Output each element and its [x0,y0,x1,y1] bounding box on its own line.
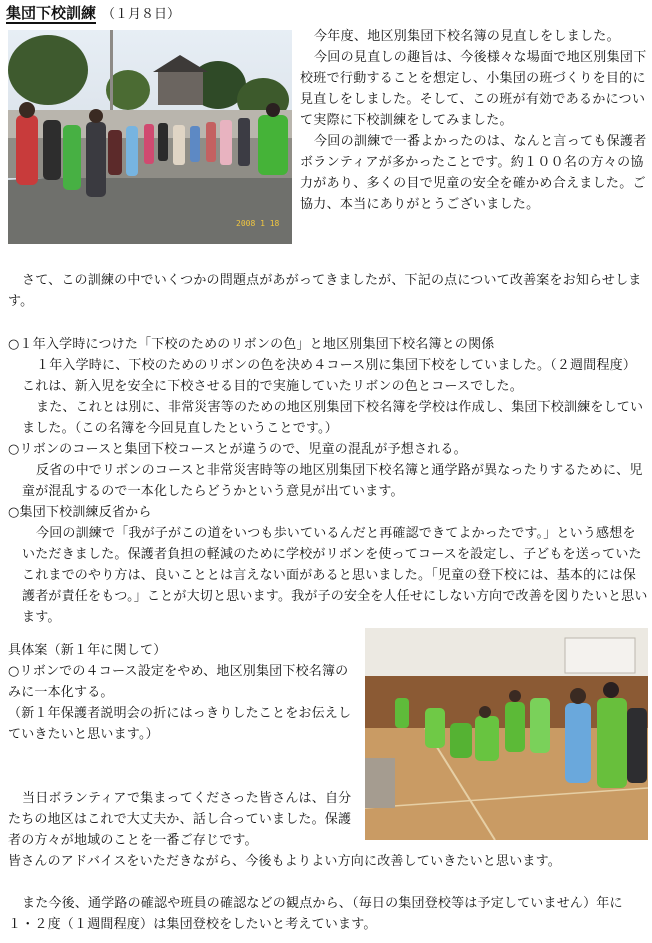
page-title [6,2,180,23]
intro-paragraph-2: 今回の見直しの趣旨は、今後様々な場面で地区別集団下校班で行動することを想定し、小集団の班づくりを目的に見直しをしました。そして、この班が有効であるかについて実際に下校訓練をしてみました。 [300,50,647,128]
intro-paragraph-3: 今回の訓練で一番よかったのは、なんと言っても保護者ボランティアが多かったことです。約１００名の方々の協力があり、多くの目で児童の安全を確かめ合えました。ご協力、本当にありがとうございました。 [300,134,647,212]
item-drill-reflection [8,502,648,628]
item-3-line-1: 今回の訓練で「我が子がこの道をいつも歩いているんだと再確認できてよかったです。」という感想をいただきました。保護者負担の軽減のために学校がリボンを使ってコースを設定し、子どもを送っていたこれまでのやり方は、良いこととは言えない面があると思いました。「児童の登下校には、基本的には保護者が責任をもつ。」ことが大切と思います。我が子の安全を人任せにしない方向で改善を図りたいと思います。 [22,526,648,625]
volunteer-text: 当日ボランティアで集まってくださった皆さんは、自分たちの地区はこれで大丈夫か、話し合っていました。保護者の方々が地域のことを一番ご存じです。 [8,791,352,848]
photo1-date-stamp: 2008 1 18 [236,219,280,228]
item-3-heading: ○集団下校訓練反省から [8,505,152,520]
title-date: （１月８日） [102,7,181,22]
proposal-note: （新１年保護者説明会の折にはっきりしたことをお伝えしていきたいと思います。） [8,706,352,742]
proposal-item: ○リボンでの４コース設定をやめ、地区別集団下校名簿のみに一本化する。 [8,664,349,700]
photo-dismissal-drill-street [8,30,292,244]
item-ribbon-color [8,334,648,439]
item-1-heading: ○１年入学時につけた「下校のためのリボンの色」と地区別集団下校名簿との関係 [8,337,495,352]
problems-text: さて、この訓練の中でいくつかの問題点があがってきましたが、下記の点について改善案をお知らせします。 [8,273,642,309]
item-course-confusion [8,439,648,502]
volunteer-text-end: 皆さんのアドバイスをいただきながら、今後もよりよい方向に改善していきたいと思います。 [8,854,561,869]
proposal-heading: 具体案（新１年に関して） [8,643,167,658]
item-2-line-1: 反省の中でリボンのコースと非常災害時等の地区別集団下校名簿と通学路が異なったりするために、児童が混乱するので一本化したらどうかという意見が出ています。 [22,463,643,499]
photo-gymnasium-meeting [365,628,648,840]
volunteer-paragraph [8,788,360,851]
problems-paragraph [8,270,648,312]
items-section [8,334,648,628]
item-1-line-1: １年入学時に、下校のためのリボンの色を決め４コース別に集団下校をしていました。（２週間程度）これは、新入児を安全に下校させる目的で実施していたリボンの色とコースでした。 [22,358,637,394]
intro-text [300,26,648,215]
intro-paragraph-1: 今年度、地区別集団下校名簿の見直しをしました。 [314,29,620,44]
closing-paragraph [8,893,648,935]
title-main: 集団下校訓練 [6,4,97,22]
proposal-section [8,640,360,745]
volunteer-paragraph-end [8,851,648,872]
item-1-line-2: また、これとは別に、非常災害等のための地区別集団下校名簿を学校は作成し、集団下校訓練をしていました。（この名簿を今回見直したということです。） [22,400,644,436]
item-2-heading: ○リボンのコースと集団下校コースとが違うので、児童の混乱が予想される。 [8,442,467,457]
closing-text: また今後、通学路の確認や班員の確認などの観点から、（毎日の集団登校等は予定していません）年に１・２度（１週間程度）は集団登校をしたいと考えています。 [8,896,623,932]
